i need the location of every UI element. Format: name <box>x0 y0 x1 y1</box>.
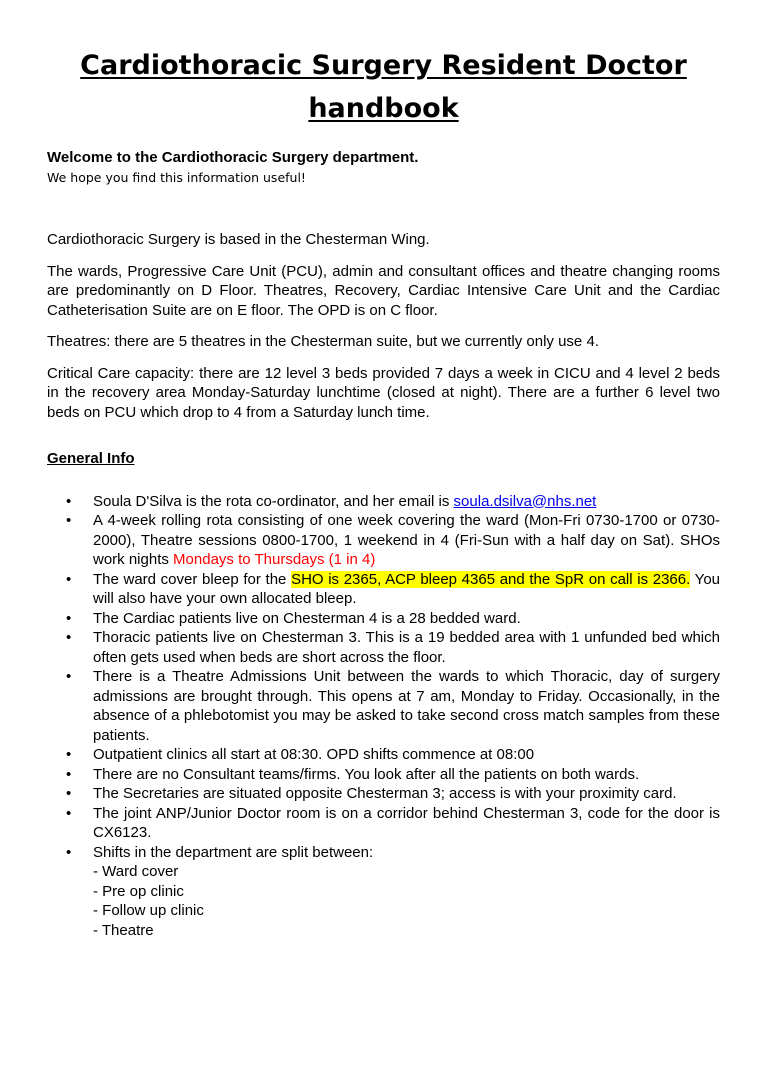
bullet-icon: • <box>66 512 72 529</box>
shift-theatre: - Theatre <box>93 921 154 939</box>
bullet-icon: • <box>66 570 72 588</box>
rota-coordinator-text: Soula D'Silva is the rota co-ordinator, and her email is <box>93 492 454 510</box>
bullet-icon: • <box>66 804 72 822</box>
bullet-icon: • <box>66 668 72 685</box>
critical-care-paragraph: Critical Care capacity: there are 12 level 3 beds provided 7 days a week in CICU and 4 level 2 beds in the recovery area Monday-Saturday lunchtime (closed at night). There are a further 6 level two beds on PCU which drop to 4 from a Saturday lunch time. <box>47 364 720 421</box>
nights-red-text: Mondays to Thursdays (1 in 4) <box>173 551 376 568</box>
welcome-subtitle: We hope you find this information useful! <box>47 170 306 185</box>
wards-paragraph: The wards, Progressive Care Unit (PCU), admin and consultant offices and theatre changing rooms are predominantly on D Floor. Theatres, Recovery, Cardiac Intensive Care Unit and the Cardiac Catheterisation Suite are on E floor. The OPD is on C floor. <box>47 262 720 319</box>
list-item-shifts <box>66 843 720 941</box>
list-item-teams <box>66 765 720 785</box>
bleep-highlight: SHO is 2365, ACP bleep 4365 and the SpR on call is 2366. <box>291 570 691 588</box>
bullet-icon: • <box>66 785 72 802</box>
document-title: Cardiothoracic Surgery Resident Doctor handbook <box>80 50 687 124</box>
list-item-cardiac <box>66 609 720 629</box>
bullet-icon: • <box>66 843 72 861</box>
shifts-intro-text: Shifts in the department are split between: <box>93 843 374 861</box>
general-info-list <box>47 492 720 941</box>
cardiac-text: The Cardiac patients live on Chesterman 4 is a 28 bedded ward. <box>93 609 521 627</box>
bullet-icon: • <box>66 765 72 783</box>
bullet-icon: • <box>66 746 72 763</box>
bullet-icon: • <box>66 629 72 646</box>
bullet-icon: • <box>66 492 72 510</box>
bullet-icon: • <box>66 609 72 627</box>
list-item-clinics <box>66 745 720 765</box>
thoracic-text: Thoracic patients live on Chesterman 3. This is a 19 bedded area with 1 unfunded bed which often gets used when beds are short across the floor. <box>93 629 720 666</box>
secretaries-text: The Secretaries are situated opposite Chesterman 3; access is with your proximity card. <box>93 785 677 802</box>
bleep-tail-text: You will also have your own allocated bleep. <box>93 570 720 607</box>
list-item-bleep <box>66 570 720 609</box>
list-item-thoracic <box>66 628 720 667</box>
general-info-heading: General Info <box>47 450 135 467</box>
shift-ward-cover: - Ward cover <box>93 863 179 880</box>
email-link[interactable]: soula.dsilva@nhs.net <box>453 492 597 510</box>
clinics-text: Outpatient clinics all start at 08:30. OPD shifts commence at 08:00 <box>93 746 535 763</box>
teams-text: There are no Consultant teams/firms. You look after all the patients on both wards. <box>93 765 640 783</box>
list-item-admissions <box>66 667 720 745</box>
junior-room-text: The joint ANP/Junior Doctor room is on a corridor behind Chesterman 3, code for the door is CX6123. <box>93 804 720 841</box>
admissions-text: There is a Theatre Admissions Unit between the wards to which Thoracic, day of surgery admissions are brought through. This opens at 7 am, Monday to Friday. Occasionally, in the absence of a phlebotomist you may be asked to take second cross match samples from these patients. <box>93 668 720 744</box>
shift-follow-up-clinic: - Follow up clinic <box>93 902 204 919</box>
shift-pre-op-clinic: - Pre op clinic <box>93 882 184 900</box>
list-item-rota-pattern <box>66 511 720 570</box>
list-item-rota-coordinator <box>66 492 720 512</box>
list-item-junior-room <box>66 804 720 843</box>
rota-pattern-text: A 4-week rolling rota consisting of one week covering the ward (Mon-Fri 0730-1700 or 0730-2000), Theatre sessions 0800-1700, 1 weekend in 4 (Fri-Sun with a half day on Sat). SHOs work nights <box>93 512 720 568</box>
location-paragraph: Cardiothoracic Surgery is based in the Chesterman Wing. <box>47 231 430 248</box>
bleep-text: The ward cover bleep for the <box>93 570 292 588</box>
list-item-secretaries <box>66 784 720 804</box>
document-page <box>0 44 768 1068</box>
theatres-paragraph: Theatres: there are 5 theatres in the Chesterman suite, but we currently only use 4. <box>47 333 599 350</box>
welcome-heading: Welcome to the Cardiothoracic Surgery department. <box>47 149 419 166</box>
